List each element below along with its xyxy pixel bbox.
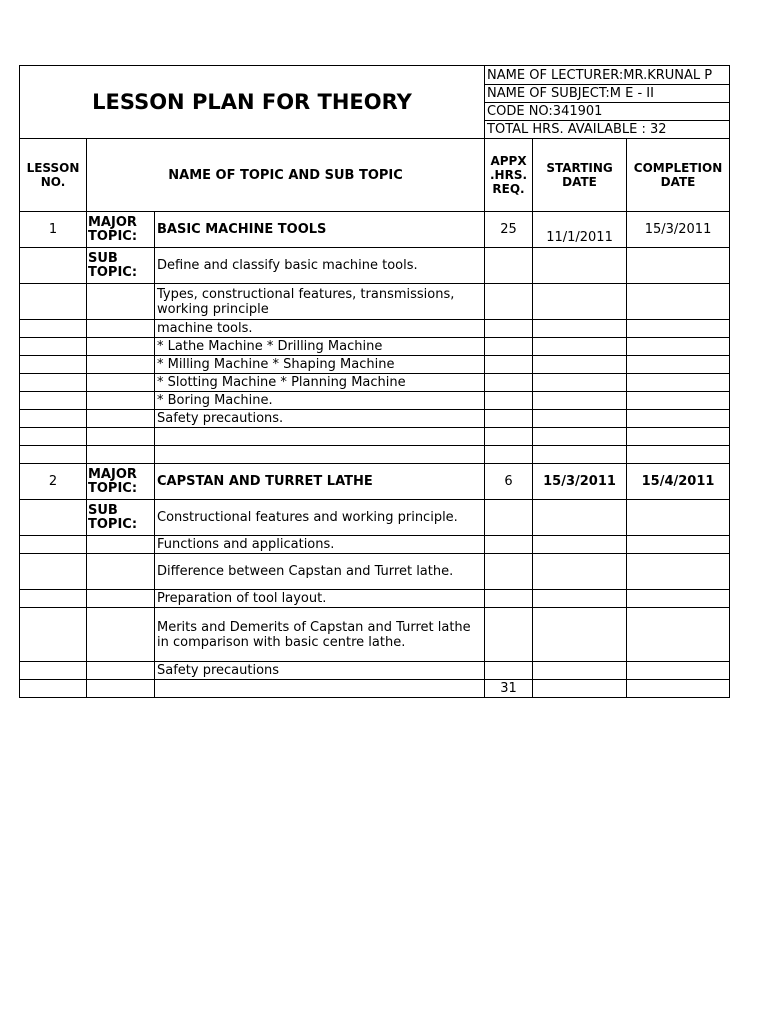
col-header-completion-date: COMPLETION DATE xyxy=(627,139,730,212)
table-row xyxy=(20,374,730,392)
table-row-empty xyxy=(20,446,730,464)
sub-topic: Types, constructional features, transmissions, working principle xyxy=(155,284,485,320)
sub-topic: Functions and applications. xyxy=(155,536,485,554)
lesson-number: 1 xyxy=(20,212,87,248)
col-header-topic: NAME OF TOPIC AND SUB TOPIC xyxy=(87,139,485,212)
totals-row xyxy=(20,680,730,698)
col-header-starting-date: STARTING DATE xyxy=(533,139,627,212)
sub-topic: * Milling Machine * Shaping Machine xyxy=(155,356,485,374)
lesson-number: 2 xyxy=(20,464,87,500)
completion-date: 15/3/2011 xyxy=(627,212,730,248)
major-topic: BASIC MACHINE TOOLS xyxy=(155,212,485,248)
table-row xyxy=(20,554,730,590)
table-row xyxy=(20,392,730,410)
starting-date: 15/3/2011 xyxy=(533,464,627,500)
hours-required: 25 xyxy=(485,212,533,248)
hours-required: 6 xyxy=(485,464,533,500)
sub-topic: * Slotting Machine * Planning Machine xyxy=(155,374,485,392)
lecturer-name: NAME OF LECTURER:MR.KRUNAL P xyxy=(485,66,730,85)
table-row xyxy=(20,338,730,356)
sub-topic-label: SUB TOPIC: xyxy=(87,500,155,536)
sub-topic: Constructional features and working principle. xyxy=(155,500,485,536)
col-header-hours: APPX .HRS. REQ. xyxy=(485,139,533,212)
total-hours-required: 31 xyxy=(485,680,533,698)
sub-topic: Difference between Capstan and Turret lathe. xyxy=(155,554,485,590)
lesson-row-major xyxy=(20,212,730,248)
sub-topic-label: SUB TOPIC: xyxy=(87,248,155,284)
table-row xyxy=(20,320,730,338)
sub-topic: machine tools. xyxy=(155,320,485,338)
table-row xyxy=(20,500,730,536)
subject-name: NAME OF SUBJECT:M E - II xyxy=(485,85,730,103)
sub-topic: Safety precautions xyxy=(155,662,485,680)
table-row xyxy=(20,410,730,428)
lesson-row-major xyxy=(20,464,730,500)
sub-topic: * Boring Machine. xyxy=(155,392,485,410)
table-row xyxy=(20,662,730,680)
table-row-empty xyxy=(20,428,730,446)
completion-date: 15/4/2011 xyxy=(627,464,730,500)
major-topic: CAPSTAN AND TURRET LATHE xyxy=(155,464,485,500)
sub-topic: * Lathe Machine * Drilling Machine xyxy=(155,338,485,356)
starting-date: 11/1/2011 xyxy=(533,212,627,248)
col-header-lesson-no: LESSON NO. xyxy=(20,139,87,212)
major-topic-label: MAJOR TOPIC: xyxy=(87,212,155,248)
subject-code: CODE NO:341901 xyxy=(485,103,730,121)
sub-topic: Define and classify basic machine tools. xyxy=(155,248,485,284)
sub-topic: Preparation of tool layout. xyxy=(155,590,485,608)
lesson-plan-table xyxy=(19,65,730,698)
table-row xyxy=(20,608,730,662)
table-row xyxy=(20,248,730,284)
major-topic-label: MAJOR TOPIC: xyxy=(87,464,155,500)
table-row xyxy=(20,536,730,554)
total-hours-available: TOTAL HRS. AVAILABLE : 32 xyxy=(485,121,730,139)
table-row xyxy=(20,356,730,374)
lesson-plan-sheet xyxy=(19,65,729,698)
page-title: LESSON PLAN FOR THEORY xyxy=(20,66,485,139)
sub-topic: Safety precautions. xyxy=(155,410,485,428)
table-row xyxy=(20,590,730,608)
sub-topic: Merits and Demerits of Capstan and Turret lathe in comparison with basic centre lathe. xyxy=(155,608,485,662)
table-row xyxy=(20,284,730,320)
